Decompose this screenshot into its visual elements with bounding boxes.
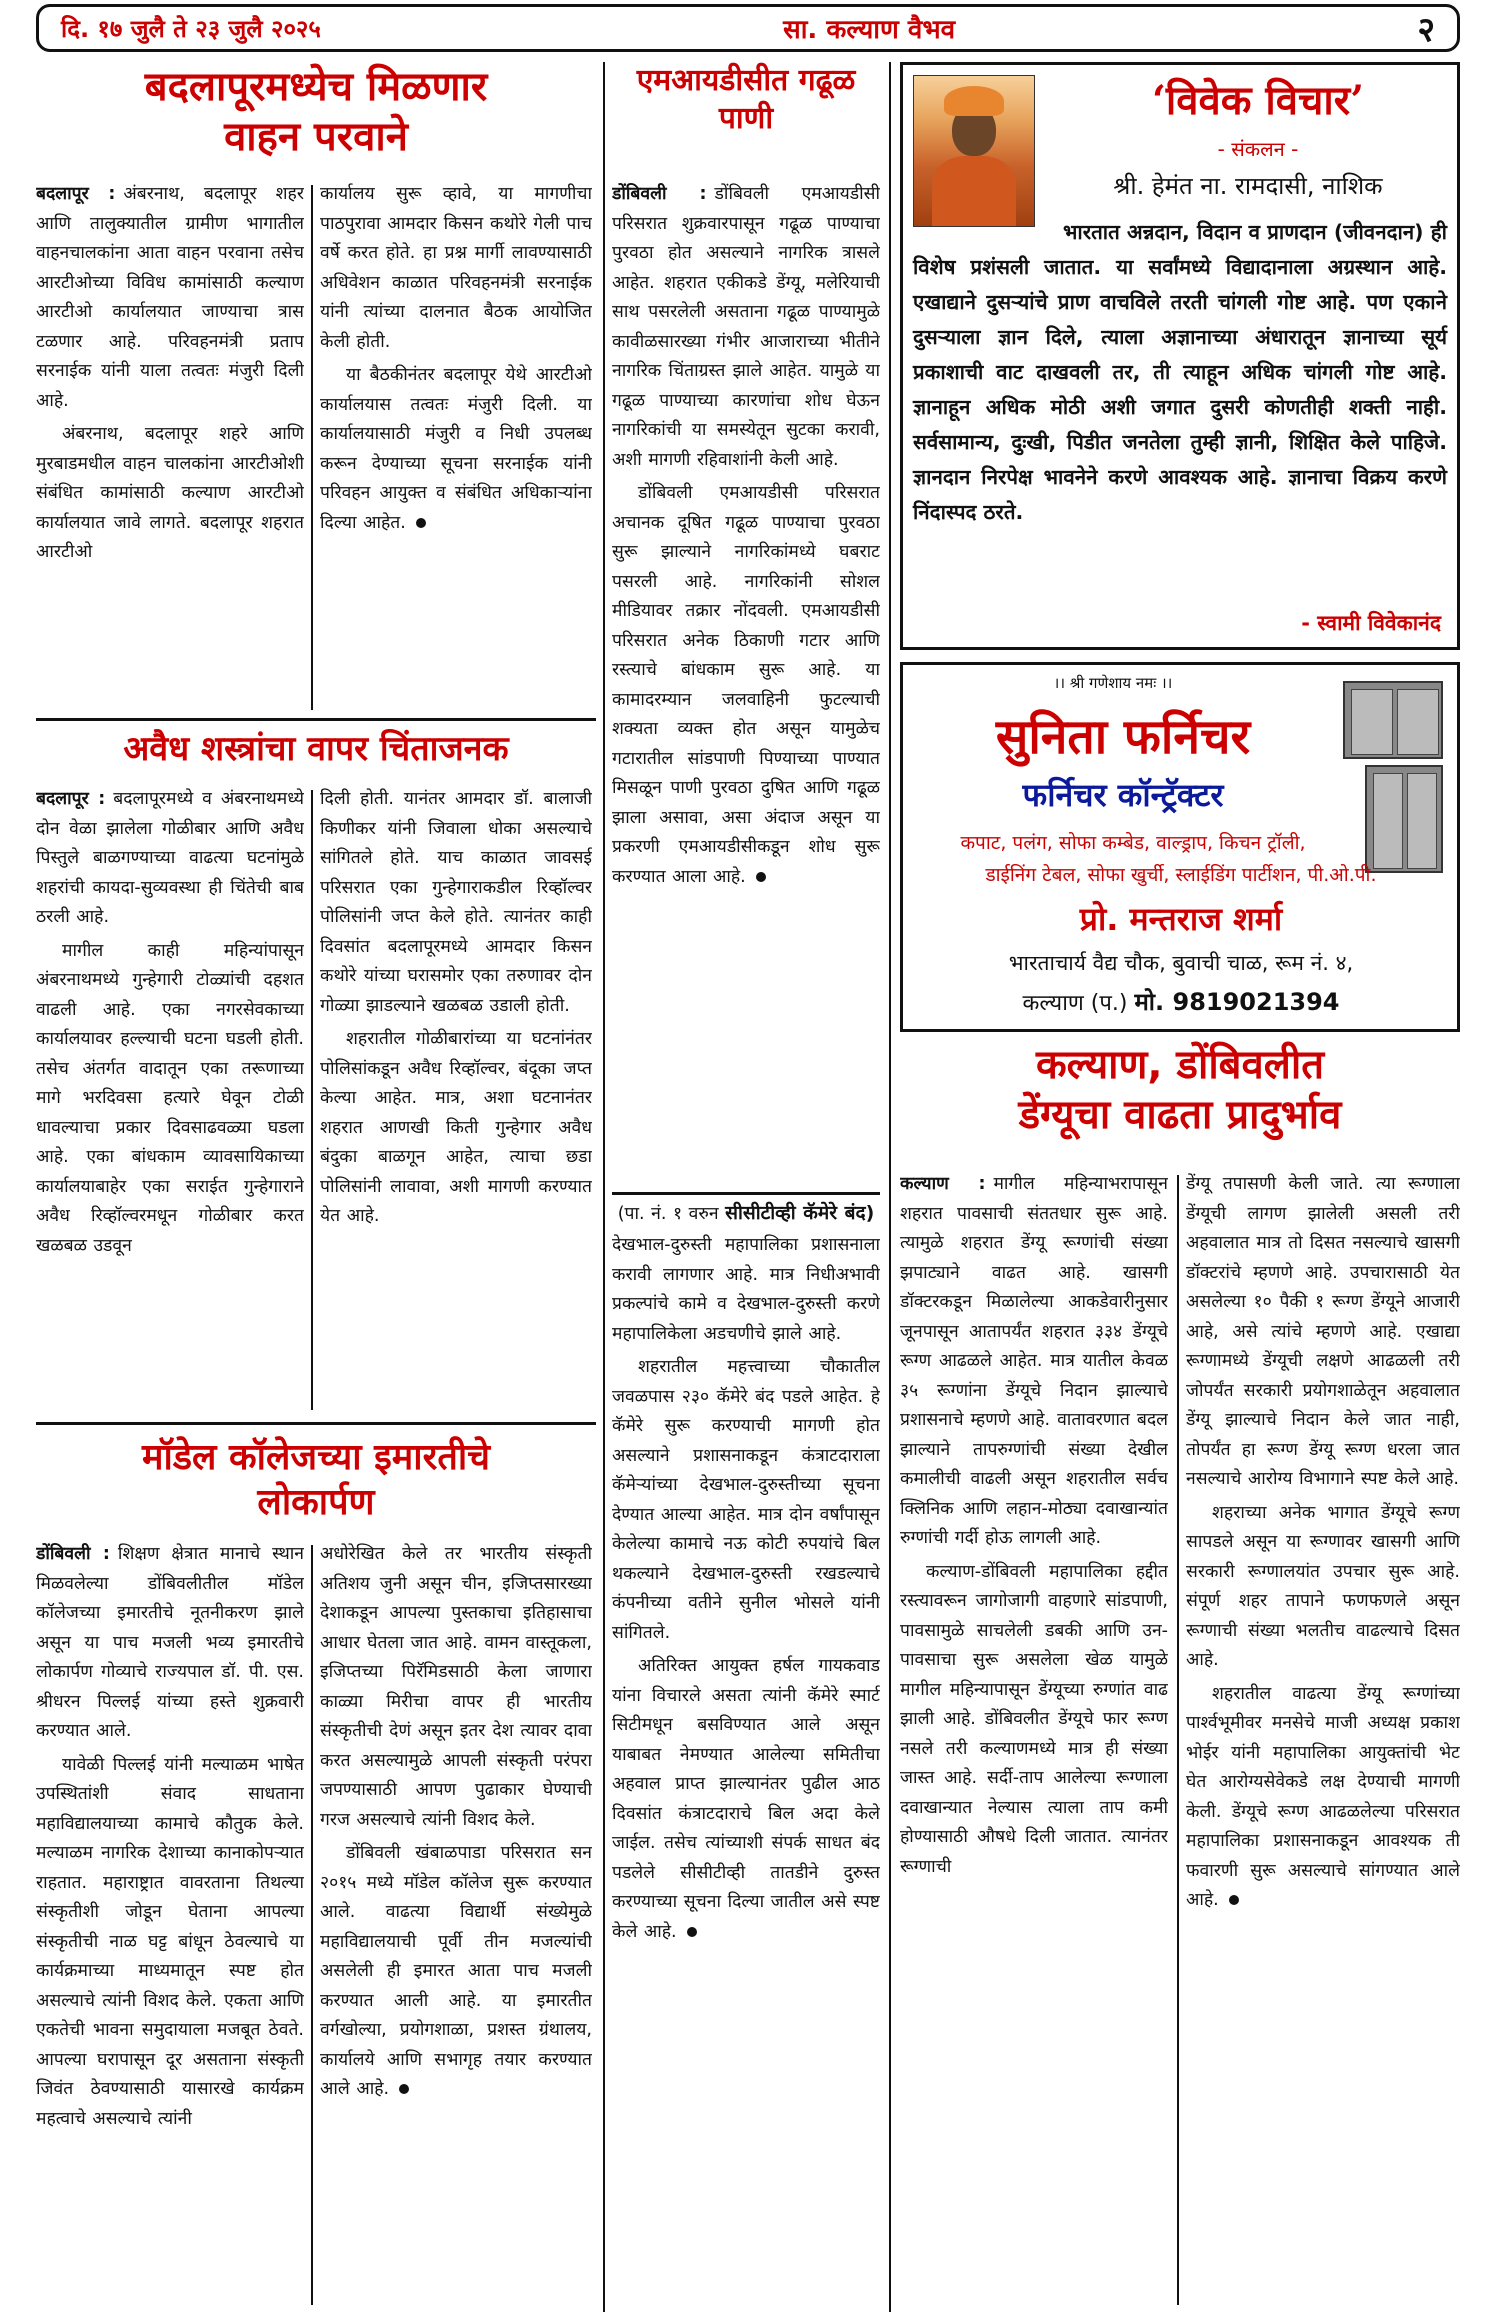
article-cctv-body <box>612 1200 880 2310</box>
paragraph: डोंबिवली एमआयडीसी परिसरात शुक्रवारपासून गढूळ पाण्याचा पुरवठा होत असल्याने नागरिक त्रासले आहेत. शहरात एकीकडे डेंग्यू, मलेरियाची साथ पसरलेली असताना गढूळ पाण्यामुळे कावीळसारख्या गंभीर आजाराच्या भीतीने नागरिक चिंताग्रस्त झाले आहेत. यामुळे या गढूळ पाण्याच्या कारणांचा शोध घेऊन नागरिकांची या समस्येतून सुटका करावी, अशी मागणी रहिवाशांनी केली आहे. <box>612 184 880 470</box>
article-badlapur-headline <box>36 62 596 162</box>
ad-items-2: डाईनिंग टेबल, सोफा खुर्ची, स्लाईडिंग पार्टीशन, पी.ओ.पी. <box>985 864 1377 886</box>
article-dengue-headline <box>900 1040 1460 1140</box>
paragraph <box>320 1025 592 1232</box>
article-dengue-col-2 <box>1186 1170 1460 2310</box>
article-weapons-col-2 <box>320 785 592 1415</box>
column-rule <box>311 1545 313 2305</box>
paragraph: देखभाल-दुरुस्ती महापालिका प्रशासनाला करावी लागणार आहे. मात्र निधीअभावी प्रकल्पांचे कामे व देखभाल-दुरुस्ती करणे महापालिकेला अडचणीचे झाले आहे. <box>612 1235 880 1344</box>
ad-proprietor: प्रो. मन्तराज शर्मा <box>1079 900 1283 938</box>
paragraph <box>320 1839 592 2105</box>
dateline: डोंबिवली : <box>612 184 707 204</box>
paragraph: दिली होती. यानंतर आमदार डॉ. बालाजी किणीकर यांनी जिवाला धोका असल्याचे सांगितले होते. याच काळात जावसई परिसरात एका गुन्हेगाराकडील रिव्हॉल्वर पोलिसांनी जप्त केले होते. त्यानंतर काही दिवसांत बदलापूरमध्ये आमदार किसन कथोरे यांच्या घरासमोर एका तरुणावर दोन गोळ्या झाडल्याने खळबळ उडाली होती. <box>320 789 592 1016</box>
paragraph: अंबरनाथ, बदलापूर शहर आणि तालुक्यातील ग्रामीण भागातील वाहनचालकांना आता वाहन परवाना तसेच आरटीओच्या विविध कामांसाठी कल्याण आरटीओ कार्यालयात जाण्याचा त्रास टळणार आहे. परिवहनमंत्री प्रताप सरनाईक यांनी याला तत्वतः मंजुरी दिली आहे. <box>36 184 304 411</box>
wardrobe-icon <box>1365 765 1443 873</box>
column-rule <box>1177 1175 1179 2305</box>
vivek-sub: - संकलन - <box>1217 137 1299 161</box>
paragraph <box>1186 1680 1460 1916</box>
ad-address-1: भारताचार्य वैद्य चौक, बुवाची चाळ, रूम नं. ४, <box>1008 951 1354 975</box>
vivek-text-body: भारतात अन्नदान, विदान व प्राणदान (जीवनदान) ही विशेष प्रशंसली जातात. या सर्वांमध्ये विद्यादानाला अग्रस्थान आहे. एखाद्याने दुसऱ्यांचे प्राण वाचविले तरती चांगली गोष्ट आहे. पण एकाने दुसऱ्याला ज्ञान दिले, त्याला अज्ञानाच्या अंधारातून ज्ञानाच्या सूर्य प्रकाशाची वाट दाखवली तर, ती त्याहून अधिक चांगली गोष्ट आहे. ज्ञानाहून अधिक मोठी अशी जगात दुसरी कोणतीही शक्ती नाही. सर्वसामान्य, दुःखी, पिडीत जनतेला तुम्ही ज्ञानी, शिक्षित केले पाहिजे. ज्ञानदान निरपेक्ष भावनेने करणे आवश्यक आहे. ज्ञानाचा विक्रय करणे निंदास्पद ठरते. <box>913 220 1447 524</box>
headline-line-1: कल्याण, डोंबिवलीत <box>1035 1042 1325 1088</box>
end-mark <box>416 518 426 528</box>
headline-line-1: बदलापूरमध्येच मिळणार <box>144 64 488 110</box>
ad-subtitle: फर्निचर कॉन्ट्रॅक्टर <box>1022 776 1224 814</box>
continued-from: (पा. नं. १ वरुन <box>617 1204 719 1224</box>
furniture-ad <box>900 662 1460 1032</box>
paragraph: यावेळी पिल्लई यांनी मल्याळम भाषेत उपस्थितांशी संवाद साधताना महाविद्यालयाच्या कामाचे कौतुक केले. मल्याळम नागरिक देशाच्या कानाकोपऱ्यात राहतात. महाराष्ट्रात वावरताना तिथल्या संस्कृतीशी जोडून घेताना आपल्या संस्कृतीची नाळ घट्ट बांधून ठेवल्याचे या कार्यक्रमाच्या माध्यमातून स्पष्ट होत असल्याचे त्यांनी विशद केले. एकता आणि एकतेची भावना समुदायाला मजबूत ठेवते. आपल्या घरापासून दूर असताना संस्कृती जिवंत ठेवण्यासाठी यासारखे कार्यक्रम महत्वाचे असल्याचे त्यांनी <box>36 1754 304 2129</box>
article-midc-headline <box>612 62 880 137</box>
article-college-headline <box>36 1435 596 1525</box>
paragraph-text: शहरातील गोळीबारांच्या या घटनांनंतर पोलिसांकडून अवैध रिव्हॉल्वर, बंदूका जप्त केल्या आहेत. मात्र, अशा घटनानंतर शहरात आणखी किती गुन्हेगार अवैध बंदुका बाळगून आहेत, त्याचा छडा पोलिसांनी लावावा, अशी मागणी करण्यात येत आहे. <box>320 1029 592 1226</box>
paragraph: डेंग्यू तपासणी केली जाते. त्या रूग्णाला डेंग्यूची लागण झालेली असली तरी अहवालात मात्र तो दिसत नसल्याचे खासगी डॉक्टरांचे म्हणणे आहे. उपचारासाठी येत असलेल्या १० पैकी १ रूग्ण डेंग्यूने आजारी आहे, असे त्यांचे म्हणणे आहे. एखाद्या रूग्णामध्ये डेंग्यूची लक्षणे आढळली तरी जोपर्यंत सरकारी प्रयोगशाळेतून अहवालात डेंग्यू झाल्याचे निदान केले जात नाही, तोपर्यंत हा रूग्ण डेंग्यू रूग्ण धरला जात नसल्याचे आरोग्य विभागाने स्पष्ट केले आहे. <box>1186 1174 1460 1489</box>
ad-address-2 <box>903 985 1459 1018</box>
end-mark <box>756 872 766 882</box>
dateline: बदलापूर : <box>36 789 106 809</box>
article-divider <box>36 1422 596 1425</box>
cupboard-icon <box>1343 681 1443 759</box>
article-dengue-col-1 <box>900 1170 1168 2310</box>
ad-blessing: ।। श्री गणेशाय नमः ।। <box>1053 674 1173 692</box>
paragraph: अंबरनाथ, बदलापूर शहरे आणि मुरबाडमधील वाहन चालकांना आरटीओशी संबंधित कामांसाठी कल्याण आरटीओ कार्यालयात जावे लागते. बदलापूर शहरात आरटीओ <box>36 424 304 562</box>
paragraph: शिक्षण क्षेत्रात मानाचे स्थान मिळवलेल्या डोंबिवलीतील मॉडेल कॉलेजच्या इमारतीचे नूतनीकरण झाले असून या पाच मजली भव्य इमारतीचे लोकार्पण गोव्याचे राज्यपाल डॉ. पी. एस. श्रीधरन पिल्लई यांच्या हस्ते शुक्रवारी करण्यात आले. <box>36 1544 304 1741</box>
end-mark <box>1229 1895 1239 1905</box>
paragraph: बदलापूरमध्ये व अंबरनाथमध्ये दोन वेळा झालेला गोळीबार आणि अवैध पिस्तुले बाळगण्याच्या वाढत्या घटनांमुळे शहरांची कायदा-सुव्यवस्था ही चिंतेची बाब ठरली आहे. <box>36 789 304 927</box>
paper-name: सा. कल्याण वैभव <box>783 15 956 45</box>
column-rule <box>311 790 313 1410</box>
article-badlapur-col-2 <box>320 180 592 715</box>
article-college-col-1 <box>36 1540 304 2310</box>
headline-line-1: मॉडेल कॉलेजच्या इमारतीचे <box>141 1437 491 1478</box>
headline-line-2: वाहन परवाने <box>224 114 408 160</box>
vivekananda-portrait <box>913 75 1035 227</box>
ad-city: कल्याण (प.) <box>1022 991 1128 1016</box>
paragraph: शहरातील महत्त्वाच्या चौकातील जवळपास २३० कॅमेरे बंद पडले आहेत. हे कॅमेरे सुरू करण्याची मागणी होत असल्याने प्रशासनाकडून कंत्राटदाराला कॅमेऱ्यांच्या देखभाल-दुरुस्तीच्या सूचना देण्यात आल्या आहेत. मात्र दोन वर्षांपासून केलेल्या कामाचे नऊ कोटी रुपयांचे बिल थकल्याने देखभाल-दुरुस्ती रखडल्याचे कंपनीच्या वतीने सुनील भोसले यांनी सांगितले. <box>612 1357 880 1643</box>
vivek-title: ‘विवेक विचार’ <box>1151 77 1365 124</box>
paragraph: मागील महिन्याभरापासून शहरात पावसाची संततधार सुरू आहे. त्यामुळे शहरात डेंग्यू रूग्णांची संख्या झपाट्याने वाढत आहे. खासगी डॉक्टरकडून मिळालेल्या आकडेवारीनुसार जूनपासून आतापर्यंत शहरात ३३४ डेंग्यूचे रूग्ण आढळले आहेत. मात्र यातील केवळ ३५ रूग्णांना डेंग्यूचे निदान झाल्याचे प्रशासनाचे म्हणणे आहे. वातावरणात बदल झाल्याने तापरुग्णांची संख्या देखील कमालीची वाढली असून शहरातील सर्वच क्लिनिक आणि लहान-मोठ्या दवाखान्यांत रुग्णांची गर्दी होऊ लागली आहे. <box>900 1174 1168 1548</box>
headline-line-1: अवैध शस्त्रांचा वापर चिंताजनक <box>123 729 509 769</box>
dateline: बदलापूर : <box>36 184 116 204</box>
dateline: डोंबिवली : <box>36 1544 110 1564</box>
article-weapons-headline <box>36 728 596 771</box>
paragraph: कल्याण-डोंबिवली महापालिका हद्दीत रस्त्यावरून जागोजागी वाहणारे सांडपाणी, पावसामुळे साचलेली डबकी आणि उन-पावसाचा सुरू असलेला खेळ यामुळे मागील महिन्यापासून डेंग्यूच्या रुग्णांत वाढ झाली आहे. डोंबिवलीत डेंग्यूचे फार रूग्ण नसले तरी कल्याणमध्ये मात्र ही संख्या जास्त आहे. सर्दी-ताप आलेल्या रूग्णाला दवाखान्यात नेल्यास त्याला ताप कमी होण्यासाठी औषधे दिली जातात. त्यानंतर रूग्णाची <box>900 1561 1168 1877</box>
issue-date: दि. १७ जुलै ते २३ जुलै २०२५ <box>61 14 321 43</box>
article-college-col-2 <box>320 1540 592 2310</box>
vivek-text <box>913 215 1447 530</box>
paragraph <box>320 361 592 538</box>
cctv-headline: सीसीटीव्ही कॅमेरे बंद) <box>725 1202 875 1224</box>
headline-line-2: लोकार्पण <box>257 1482 375 1523</box>
article-midc-body <box>612 180 880 1190</box>
headline-line-2: डेंग्यूचा वाढता प्रादुर्भाव <box>1018 1092 1342 1138</box>
page-header <box>36 4 1460 52</box>
article-badlapur-col-1 <box>36 180 304 715</box>
article-divider <box>612 1192 880 1195</box>
vivek-vichar-box <box>900 62 1460 650</box>
paragraph-text: शहरातील वाढत्या डेंग्यू रूग्णांच्या पार्श्वभूमीवर मनसेचे माजी अध्यक्ष प्रकाश भोईर यांनी महापालिका आयुक्तांची भेट घेत आरोग्यसेवेकडे लक्ष देण्याची मागणी केली. डेंग्यूचे रूग्ण आढळलेल्या परिसरात महापालिका प्रशासनाकडून आवश्यक ती फवारणी सुरू असल्याचे सांगण्यात आले आहे. <box>1186 1683 1460 1910</box>
paragraph: मागील काही महिन्यांपासून अंबरनाथमध्ये गुन्हेगारी टोळ्यांची दहशत वाढली आहे. एका नगरसेवकाच्या कार्यालयावर हल्ल्याची घटना घडली होती. तसेच अंतर्गत वादातून एका तरूणाच्या मागे भरदिवसा हत्यारे घेवून टोळी धावल्याचा प्रकार दिवसाढवळ्या घडला आहे. एका बांधकाम व्यावसायिकाच्या कार्यालयाबाहेर एका सराईत गुन्हेगाराने अवैध रिव्हॉल्वरमधून गोळीबार करत खळबळ उडवून <box>36 940 304 1256</box>
paragraph-text: अतिरिक्त आयुक्त हर्षल गायकवाड यांना विचारले असता त्यांनी कॅमेरे स्मार्ट सिटीमधून बसविण्यात आले असून याबाबत नेमण्यात आलेल्या समितीचा अहवाल प्राप्त झाल्यानंतर पुढील आठ दिवसांत कंत्राटदाराचे बिल अदा केले जाईल. तसेच त्यांच्याशी संपर्क साधत बंद पडलेले सीसीटीव्ही तातडीने दुरुस्त करण्याच्या सूचना दिल्या जातील असे स्पष्ट केले आहे. <box>612 1656 880 1942</box>
paragraph: अधोरेखित केले तर भारतीय संस्कृती अतिशय जुनी असून चीन, इजिप्तसारख्या देशाकडून आपल्या पुस्तकाचा इतिहासाचा आधार घेतला जात आहे. वामन वास्तूकला, इजिप्तच्या पिरॅमिडसाठी केला जाणारा काळ्या मिरीचा वापर ही भारतीय संस्कृतीची देणं असून इतर देश त्यावर दावा करत असल्यामुळे आपली संस्कृती परंपरा जपण्यासाठी आपण पुढाकार घेण्याची गरज असल्याचे त्यांनी विशद केले. <box>320 1544 592 1830</box>
ad-mobile: मो. 9819021394 <box>1134 988 1340 1016</box>
page-number: २ <box>1417 10 1435 50</box>
vivek-author: श्री. हेमंत ना. रामदासी, नाशिक <box>1113 172 1383 200</box>
vivek-sign: - स्वामी विवेकानंद <box>1301 611 1441 635</box>
dateline: कल्याण : <box>900 1174 986 1194</box>
article-divider <box>36 718 596 721</box>
paragraph: शहराच्या अनेक भागात डेंग्यूचे रूग्ण सापडले असून या रूग्णावर खासगी आणि सरकारी रूग्णालयांत उपचार सुरू आहे. संपूर्ण शहर तापाने फणफणले असून रूग्णाची संख्या भलतीच वाढल्याचे दिसत आहे. <box>1186 1502 1460 1670</box>
paragraph-text: या बैठकीनंतर बदलापूर येथे आरटीओ कार्यालयास तत्वतः मंजुरी दिली. या कार्यालयासाठी मंजुरी व निधी उपलब्ध करून देण्याच्या सूचना सरनाईक यांनी परिवहन आयुक्त व संबंधित अधिकाऱ्यांना दिल्या आहेत. <box>320 365 592 533</box>
paragraph <box>612 479 880 892</box>
paragraph <box>612 1652 880 1947</box>
end-mark <box>399 2084 409 2094</box>
column-rule <box>889 62 891 2312</box>
ad-items-1: कपाट, पलंग, सोफा कम्बेड, वाल्ड्राप, किचन ट्रॉली, <box>960 832 1306 854</box>
column-rule <box>311 185 313 710</box>
paragraph-text: डोंबिवली खंबाळपाडा परिसरात सन २०१५ मध्ये मॉडेल कॉलेज सुरू करण्यात आले. वाढत्या विद्यार्थी संख्येमुळे महाविद्यालयाची पूर्वी तीन मजल्यांची असलेली ही इमारत आता पाच मजली करण्यात आली आहे. या इमारतीत वर्गखोल्या, प्रयोगशाळा, प्रशस्त ग्रंथालय, कार्यालये आणि सभागृह तयार करण्यात आले आहे. <box>320 1843 592 2099</box>
column-rule <box>603 62 605 2312</box>
article-weapons-col-1 <box>36 785 304 1415</box>
paragraph-text: डोंबिवली एमआयडीसी परिसरात अचानक दूषित गढूळ पाण्याचा पुरवठा सुरू झाल्याने नागरिकांमध्ये घबराट पसरली आहे. नागरिकांनी सोशल मीडियावर तक्रार नोंदवली. एमआयडीसी परिसरात अनेक ठिकाणी गटार आणि रस्त्याचे बांधकाम सुरू आहे. या कामादरम्यान जलवाहिनी फुटल्याची शक्यता व्यक्त होत असून यामुळेच गटारातील सांडपाणी पिण्याच्या पाण्यात मिसळून पाणी पुरवठा दुषित आणि गढूळ झाला असावा, असा अंदाज असून या प्रकरणी एमआयडीसीकडून शोध सुरू करण्यात आला आहे. <box>612 483 880 887</box>
paragraph: कार्यालय सुरू व्हावे, या मागणीचा पाठपुरावा आमदार किसन कथोरे गेली पाच वर्षे करत होते. हा प्रश्न मार्गी लावण्यासाठी अधिवेशन काळात परिवहनमंत्री सरनाईक यांनी त्यांच्या दालनात बैठक आयोजित केली होती. <box>320 184 592 352</box>
ad-name: सुनिता फर्निचर <box>995 709 1251 765</box>
end-mark <box>687 1927 697 1937</box>
headline-line-1: एमआयडीसीत गढूळ पाणी <box>636 63 856 136</box>
